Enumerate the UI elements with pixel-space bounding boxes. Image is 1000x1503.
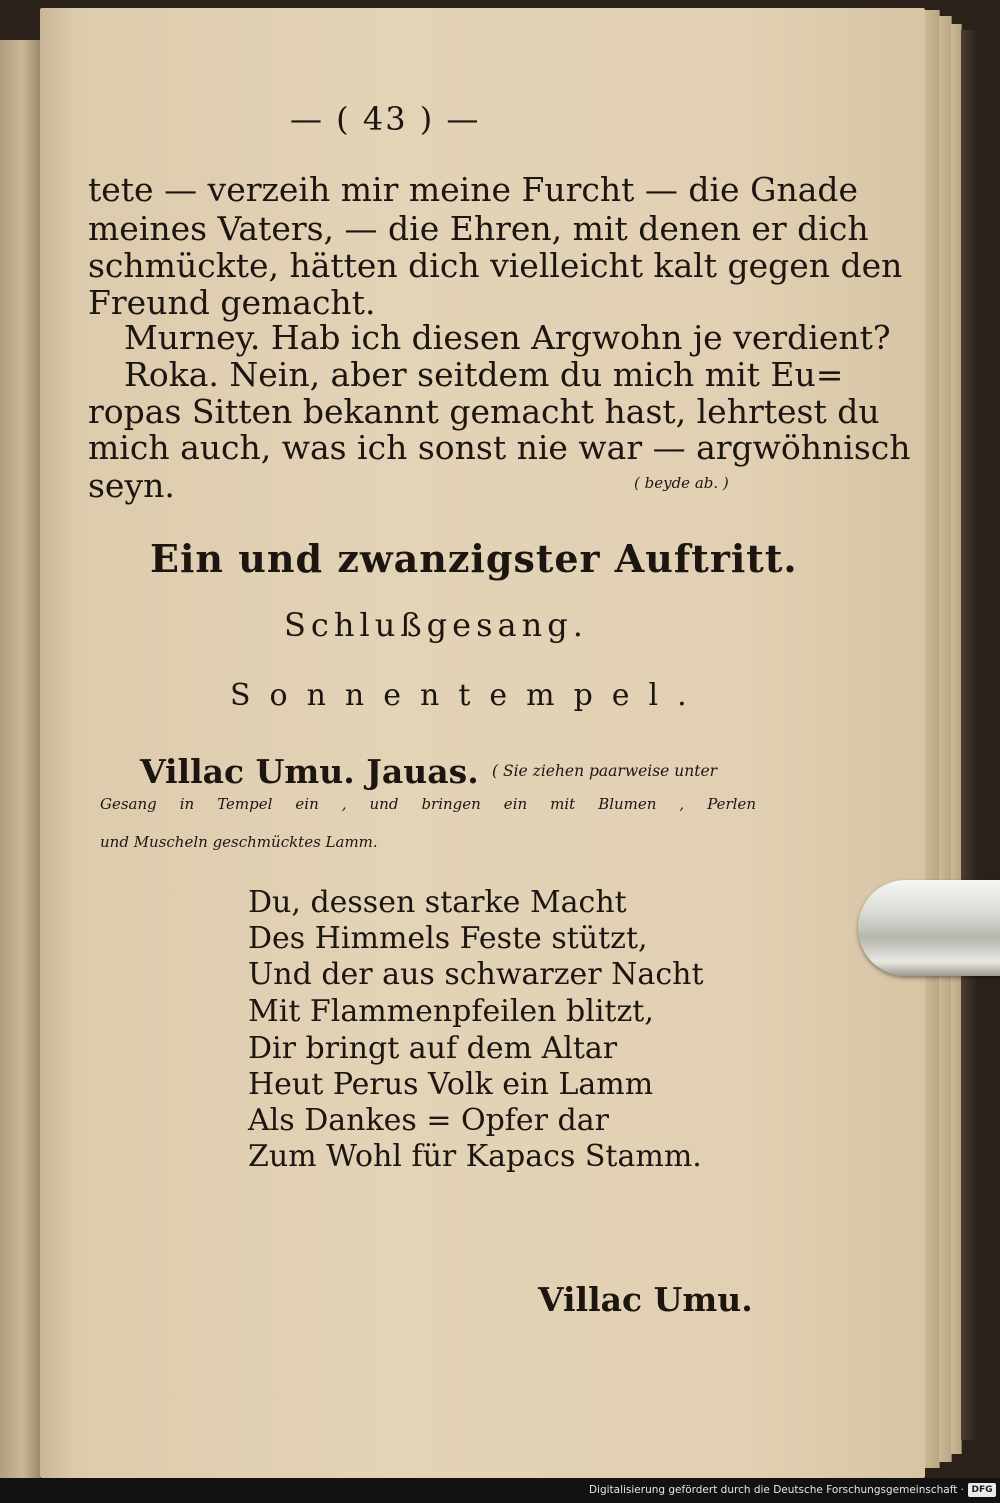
stage-direction: Gesang in Tempel ein , und bringen ein mit Blumen , Perlen xyxy=(100,795,756,813)
page-clip xyxy=(858,880,1000,976)
scene-setting: Sonnentempel. xyxy=(230,678,706,713)
section-subheading: Schlußgesang. xyxy=(284,606,588,644)
funding-notice: Digitalisierung gefördert durch die Deutsche Forschungsgemeinschaft · xyxy=(588,1484,964,1496)
prose-line: seyn. xyxy=(88,466,175,505)
prose-line: tete — verzeih mir meine Furcht — die Gnade xyxy=(88,170,859,209)
verse-line: Als Dankes = Opfer dar xyxy=(248,1103,609,1138)
verse-line: Des Himmels Feste stützt, xyxy=(248,921,648,956)
scene-heading: Ein und zwanzigster Auftritt. xyxy=(150,536,798,581)
page-stack-edge xyxy=(925,10,940,1468)
stage-direction: ( beyde ab. ) xyxy=(634,474,729,492)
verse-line: Und der aus schwarzer Nacht xyxy=(248,957,704,992)
prose-line: Freund gemacht. xyxy=(88,283,376,322)
dialogue-line: Murney. Hab ich diesen Argwohn je verdient? xyxy=(124,318,891,357)
prose-line: ropas Sitten bekannt gemacht hast, lehrtest du xyxy=(88,392,880,431)
prose-line: meines Vaters, — die Ehren, mit denen er dich xyxy=(88,209,869,248)
page-number: — ( 43 ) — xyxy=(290,100,481,138)
footer-bar xyxy=(0,1478,1000,1503)
stage-direction: und Muscheln geschmücktes Lamm. xyxy=(100,833,378,851)
stage-direction: ( Sie ziehen paarweise unter xyxy=(492,762,718,780)
prose-line: mich auch, was ich sonst nie war — argwöhnisch xyxy=(88,428,911,467)
previous-page-edge xyxy=(0,40,40,1478)
speakers-label: Villac Umu. Jauas. xyxy=(140,752,479,791)
verse-line: Mit Flammenpfeilen blitzt, xyxy=(248,994,654,1029)
verse-line: Heut Perus Volk ein Lamm xyxy=(248,1067,654,1102)
dfg-logo-icon: DFG xyxy=(968,1483,996,1497)
book-cover-edge xyxy=(961,30,977,1440)
verse-line: Zum Wohl für Kapacs Stamm. xyxy=(248,1139,702,1174)
verse-line: Du, dessen starke Macht xyxy=(248,885,627,920)
verse-line: Dir bringt auf dem Altar xyxy=(248,1031,618,1066)
speaker-label: Villac Umu. xyxy=(538,1280,753,1319)
prose-line: schmückte, hätten dich vielleicht kalt gegen den xyxy=(88,246,903,285)
dialogue-line: Roka. Nein, aber seitdem du mich mit Eu= xyxy=(124,355,844,394)
